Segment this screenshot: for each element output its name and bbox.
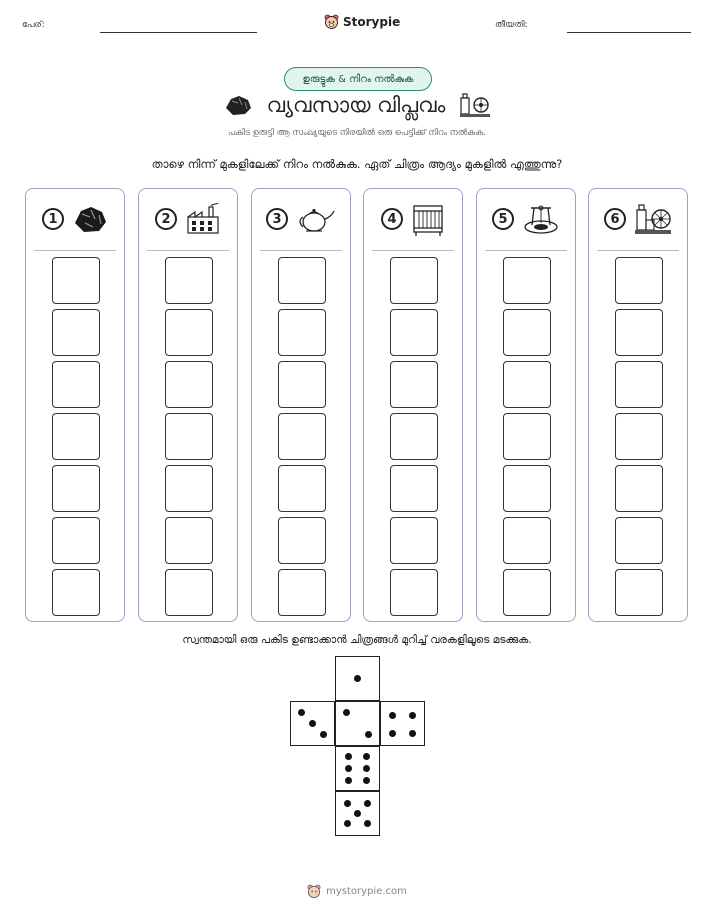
instruction: താഴെ നിന്ന് മുകളിലേക്ക് നിറം നൽകുക. ഏത് ചിത്രം ആദ്യം മുകളിൽ എത്തുന്നു? [151,157,563,171]
color-box[interactable] [278,257,326,304]
teapot-icon [296,204,336,234]
color-box[interactable] [390,569,438,616]
column-6 [588,188,688,622]
date-line[interactable] [567,32,691,33]
color-box[interactable] [52,257,100,304]
color-box[interactable] [278,465,326,512]
color-box[interactable] [503,465,551,512]
mine-icon [522,203,560,235]
die-pip [409,712,416,719]
color-box[interactable] [278,517,326,564]
die-pip [363,753,370,760]
color-box[interactable] [390,517,438,564]
die-pip [320,731,327,738]
color-box[interactable] [165,465,213,512]
column-header [26,189,124,249]
color-box[interactable] [503,413,551,460]
die-pip [363,765,370,772]
color-box[interactable] [52,517,100,564]
column-2 [138,188,238,622]
die-face-3 [290,701,335,746]
die-pip [345,753,352,760]
color-box[interactable] [503,309,551,356]
die-pip [409,730,416,737]
color-box[interactable] [165,309,213,356]
column-header [589,189,687,249]
color-box[interactable] [165,413,213,460]
die-pip [389,712,396,719]
die-face-5 [335,791,380,836]
column-number: 5 [492,208,514,230]
die-face-4 [380,701,425,746]
coal-icon [72,203,108,235]
color-box[interactable] [615,309,663,356]
color-box[interactable] [615,413,663,460]
die-pip [364,820,371,827]
die-pip [365,731,372,738]
column-number: 3 [266,208,288,230]
loom-icon [411,202,445,236]
color-box[interactable] [52,569,100,616]
color-box[interactable] [52,465,100,512]
die-pip [363,777,370,784]
column-header [477,189,575,249]
column-number: 2 [155,208,177,230]
color-box[interactable] [278,309,326,356]
color-box[interactable] [503,361,551,408]
die-pip [309,720,316,727]
column-number: 4 [381,208,403,230]
column-header [252,189,350,249]
coal-icon [223,93,253,117]
color-box[interactable] [503,569,551,616]
page-title [200,88,514,122]
color-box[interactable] [278,413,326,460]
die-pip [345,777,352,784]
bear-logo-icon [324,14,339,30]
color-box[interactable] [503,257,551,304]
color-box[interactable] [165,361,213,408]
name-line[interactable] [100,32,257,33]
column-header [364,189,462,249]
color-box[interactable] [615,257,663,304]
column-number: 6 [604,208,626,230]
die-face-6 [335,746,380,791]
die-pip [344,800,351,807]
color-box[interactable] [615,465,663,512]
column-5 [476,188,576,622]
color-box[interactable] [390,413,438,460]
color-box[interactable] [52,413,100,460]
subtitle: പകിട ഉരുട്ടി ആ സംഖ്യയുടെ നിരയിൽ ഒരു പെട്ടിക്ക് നിറം നൽകുക. [228,128,486,138]
die-pip [344,820,351,827]
die-pip [389,730,396,737]
footer-url[interactable]: mystorypie.com [326,886,407,897]
color-box[interactable] [390,465,438,512]
footer [300,884,414,899]
die-pip [298,709,305,716]
column-3 [251,188,351,622]
color-box[interactable] [615,517,663,564]
color-box[interactable] [615,569,663,616]
color-box[interactable] [52,361,100,408]
color-box[interactable] [165,569,213,616]
fold-instruction: സ്വന്തമായി ഒരു പകിട ഉണ്ടാക്കാൻ ചിത്രങ്ങൾ മുറിച്ച് വരകളിലൂടെ മടക്കുക. [182,634,532,646]
column-header [139,189,237,249]
die-pip [354,810,361,817]
die-face-2 [335,701,380,746]
brand-name: Storypie [343,15,401,29]
color-box[interactable] [278,569,326,616]
color-box[interactable] [165,517,213,564]
die-pip [345,765,352,772]
date-label: തീയതി: [495,20,528,30]
die-pip [364,800,371,807]
steam-engine-icon [634,202,672,236]
color-box[interactable] [278,361,326,408]
activity-badge: ഉരുട്ടുക & നിറം നൽകുക [284,67,432,91]
die-pip [343,709,350,716]
die-pip [354,675,361,682]
color-box[interactable] [165,257,213,304]
color-box[interactable] [390,309,438,356]
color-box[interactable] [503,517,551,564]
column-1 [25,188,125,622]
color-box[interactable] [390,361,438,408]
title-text: വ്യവസായ വിപ്ലവം [266,92,446,117]
color-box[interactable] [390,257,438,304]
column-number: 1 [42,208,64,230]
brand-logo [324,14,400,30]
color-box[interactable] [615,361,663,408]
factory-icon [185,203,221,235]
color-box[interactable] [52,309,100,356]
die-net [290,656,425,836]
die-face-1 [335,656,380,701]
steam-engine-icon [459,92,491,118]
column-4 [363,188,463,622]
bear-logo-icon [307,884,321,899]
name-label: പേര്: [22,20,45,30]
